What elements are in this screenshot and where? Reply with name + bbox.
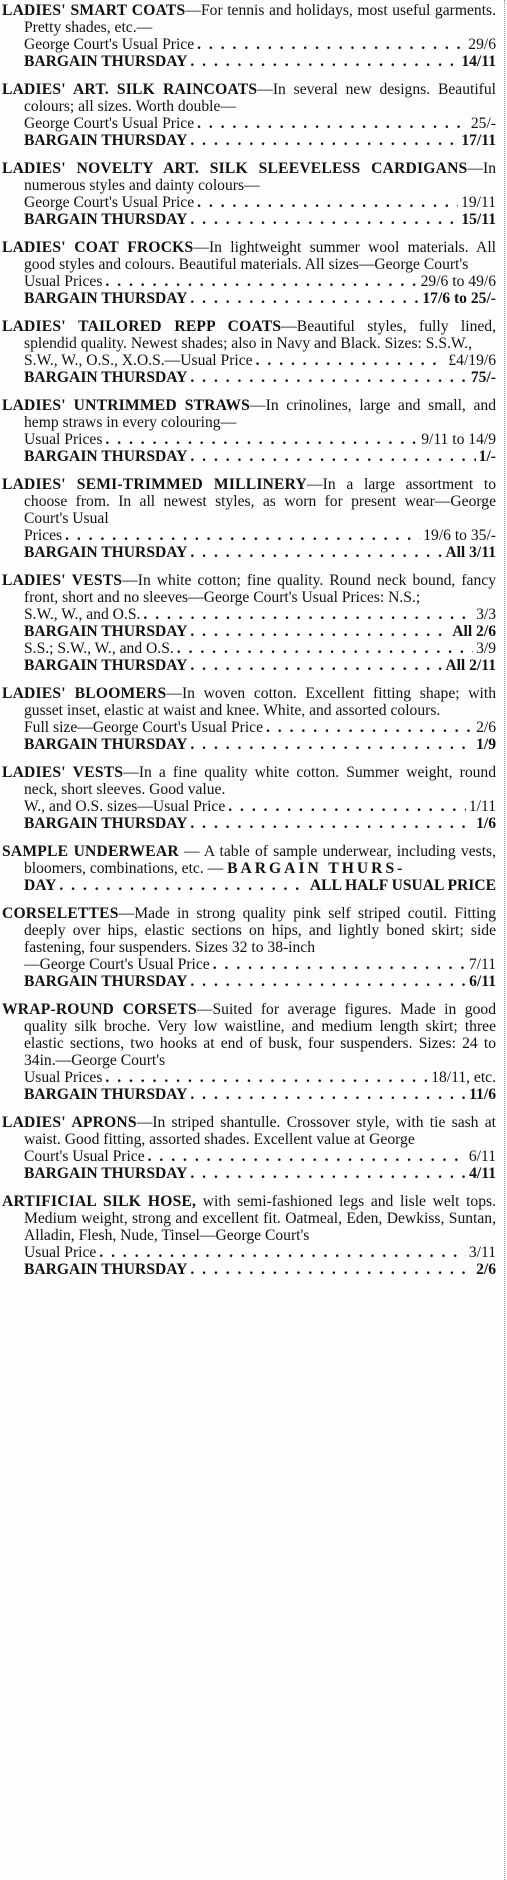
entry-heading: LADIES' SMART COATS bbox=[2, 2, 186, 19]
advert-entry bbox=[2, 572, 500, 674]
bargain-price-line bbox=[2, 973, 496, 990]
entry-description bbox=[2, 1114, 496, 1148]
price-line bbox=[2, 194, 496, 211]
price-label: George Court's Usual Price bbox=[24, 194, 195, 211]
advert-entry bbox=[2, 2, 500, 70]
dot-leader bbox=[190, 369, 468, 386]
price-value: 15/11 bbox=[461, 211, 496, 228]
entry-heading: CORSELETTES bbox=[2, 905, 119, 922]
entry-description bbox=[2, 239, 496, 273]
bargain-price-line bbox=[2, 544, 496, 561]
price-label: Usual Prices bbox=[24, 1069, 103, 1086]
entry-description bbox=[2, 397, 496, 431]
bargain-price-line bbox=[2, 877, 496, 894]
entry-text: —Suited for average figures. Made in good quality silk broche. Very low waistline, and medium length skirt; three elastic sections, two hooks at end of busk, four suspenders. Sizes: 24 to 34in.—George Court's bbox=[24, 1001, 496, 1069]
price-label: S.W., W., O.S., X.O.S.—Usual Price bbox=[24, 352, 253, 369]
bargain-price-line bbox=[2, 623, 496, 640]
entry-text: —For tennis and holidays, most useful garments. Pretty shades, etc.— bbox=[24, 2, 496, 36]
price-value: All 2/11 bbox=[445, 657, 496, 674]
entry-heading: LADIES' BLOOMERS bbox=[2, 685, 167, 702]
dot-leader bbox=[190, 736, 473, 753]
entry-description bbox=[2, 1001, 496, 1069]
entry-text: —In lightweight summer wool materials. All good styles and colours. Beautiful materials. All sizes—George Court's bbox=[24, 239, 496, 273]
bargain-price-line bbox=[2, 736, 496, 753]
price-label: Prices bbox=[24, 527, 63, 544]
dot-leader bbox=[190, 815, 473, 832]
entry-description bbox=[2, 318, 496, 352]
price-line bbox=[2, 431, 496, 448]
dot-leader bbox=[190, 623, 449, 640]
dot-leader bbox=[190, 53, 458, 70]
price-line bbox=[2, 719, 496, 736]
advert-entry bbox=[2, 1193, 500, 1278]
column-rule bbox=[504, 0, 505, 1880]
advert-entry bbox=[2, 843, 500, 894]
price-value: 3/9 bbox=[476, 640, 496, 657]
price-label: Usual Prices bbox=[24, 273, 103, 290]
price-value: 75/- bbox=[470, 369, 496, 386]
dot-leader bbox=[190, 448, 475, 465]
dot-leader bbox=[228, 798, 466, 815]
price-line bbox=[2, 956, 496, 973]
advert-entry bbox=[2, 160, 500, 228]
price-value: 14/11 bbox=[461, 53, 496, 70]
dot-leader bbox=[143, 606, 473, 623]
entry-description bbox=[2, 572, 496, 606]
entry-heading: LADIES' ART. SILK RAINCOATS bbox=[2, 81, 258, 98]
price-label: BARGAIN THURSDAY bbox=[24, 132, 188, 149]
dot-leader bbox=[190, 657, 442, 674]
price-value: 6/11 bbox=[469, 973, 496, 990]
price-label: BARGAIN THURSDAY bbox=[24, 973, 188, 990]
price-label: Court's Usual Price bbox=[24, 1148, 145, 1165]
price-line bbox=[2, 527, 496, 544]
price-value: 17/6 to 25/- bbox=[422, 290, 496, 307]
entry-heading: LADIES' APRONS bbox=[2, 1114, 137, 1131]
price-value: ALL HALF USUAL PRICE bbox=[309, 877, 496, 894]
price-label: BARGAIN THURSDAY bbox=[24, 657, 188, 674]
entry-heading: LADIES' SEMI-TRIMMED MILLINERY bbox=[2, 476, 308, 493]
dot-leader bbox=[177, 640, 473, 657]
price-label: S.S.; S.W., W., and O.S. bbox=[24, 640, 174, 657]
price-label: BARGAIN THURSDAY bbox=[24, 815, 188, 832]
entry-description bbox=[2, 160, 496, 194]
entry-description bbox=[2, 685, 496, 719]
price-label: BARGAIN THURSDAY bbox=[24, 211, 188, 228]
bargain-price-line bbox=[2, 369, 496, 386]
advert-entry bbox=[2, 476, 500, 561]
entry-heading: LADIES' UNTRIMMED STRAWS bbox=[2, 397, 251, 414]
bargain-price-line bbox=[2, 448, 496, 465]
advert-entry bbox=[2, 1001, 500, 1103]
bargain-price-line bbox=[2, 657, 496, 674]
dot-leader bbox=[190, 973, 466, 990]
advert-entry bbox=[2, 1114, 500, 1182]
bargain-price-line bbox=[2, 290, 496, 307]
price-line bbox=[2, 1148, 496, 1165]
entry-heading: ARTIFICIAL SILK HOSE, bbox=[2, 1193, 197, 1210]
price-line bbox=[2, 352, 496, 369]
dot-leader bbox=[190, 290, 419, 307]
price-value: 25/- bbox=[470, 115, 496, 132]
bargain-price-line bbox=[2, 53, 496, 70]
price-label: DAY bbox=[24, 877, 57, 894]
price-value: 6/11 bbox=[468, 1148, 496, 1165]
dot-leader bbox=[197, 36, 465, 53]
advert-entry bbox=[2, 764, 500, 832]
price-label: BARGAIN THURSDAY bbox=[24, 1261, 188, 1278]
price-value: 18/11, etc. bbox=[431, 1069, 496, 1086]
entry-description bbox=[2, 905, 496, 956]
dot-leader bbox=[65, 527, 420, 544]
entry-text: —In a fine quality white cotton. Summer weight, round neck, short sleeves. Good value. bbox=[24, 764, 497, 798]
price-label: W., and O.S. sizes—Usual Price bbox=[24, 798, 226, 815]
advert-entry bbox=[2, 685, 500, 753]
entry-heading: LADIES' TAILORED REPP COATS bbox=[2, 318, 282, 335]
price-value: All 2/6 bbox=[452, 623, 496, 640]
bargain-price-line bbox=[2, 815, 496, 832]
price-value: 4/11 bbox=[469, 1165, 496, 1182]
price-line bbox=[2, 273, 496, 290]
price-value: 1/- bbox=[478, 448, 496, 465]
price-value: 1/6 bbox=[476, 815, 496, 832]
bargain-price-line bbox=[2, 1261, 496, 1278]
entry-text: —Beautiful styles, fully lined, splendid quality. Newest shades; also in Navy and Black. Sizes: S.S.W., bbox=[24, 318, 496, 352]
entry-description bbox=[2, 843, 496, 877]
dot-leader bbox=[190, 211, 458, 228]
entry-text: —In several new designs. Beautiful colours; all sizes. Worth double— bbox=[24, 81, 496, 115]
bargain-price-line bbox=[2, 1086, 496, 1103]
entry-text: —Made in strong quality pink self striped coutil. Fitting deeply over hips, elastic sections on hips, and lightly boned skirt; side fastening, four suspenders. Sizes 32 to 38-inch bbox=[24, 905, 496, 956]
price-line bbox=[2, 36, 496, 53]
entry-text: with semi-fashioned legs and lisle welt tops. Medium weight, strong and excellent fit. Oatmeal, Eden, Dewkiss, Suntan, Alladin, Flesh, Nude, Tinsel—George Court's bbox=[24, 1193, 496, 1244]
dot-leader bbox=[105, 273, 417, 290]
price-label: BARGAIN THURSDAY bbox=[24, 1165, 188, 1182]
entry-description bbox=[2, 81, 496, 115]
advert-entry bbox=[2, 397, 500, 465]
entry-text: —In numerous styles and dainty colours— bbox=[24, 160, 496, 194]
bargain-price-line bbox=[2, 1165, 496, 1182]
price-label: BARGAIN THURSDAY bbox=[24, 1086, 188, 1103]
entry-text: —In white cotton; fine quality. Round neck bound, fancy front, short and no sleeves—George Court's Usual Prices: N.S.; bbox=[24, 572, 496, 606]
price-label: BARGAIN THURSDAY bbox=[24, 736, 188, 753]
advert-entry bbox=[2, 81, 500, 149]
dot-leader bbox=[190, 1261, 473, 1278]
price-line bbox=[2, 798, 496, 815]
price-value: 3/3 bbox=[476, 606, 496, 623]
advert-entry bbox=[2, 318, 500, 386]
entry-text: —In a large assortment to choose from. In all newest styles, as worn for present wear—George Court's Usual bbox=[24, 476, 497, 527]
dot-leader bbox=[105, 1069, 428, 1086]
price-value: 2/6 bbox=[476, 1261, 496, 1278]
entry-heading: LADIES' COAT FROCKS bbox=[2, 239, 194, 256]
dot-leader bbox=[197, 194, 458, 211]
dot-leader bbox=[148, 1148, 466, 1165]
price-label: BARGAIN THURSDAY bbox=[24, 369, 188, 386]
entry-heading: LADIES' NOVELTY ART. SILK SLEEVELESS CARDIGANS bbox=[2, 160, 468, 177]
entry-description bbox=[2, 476, 496, 527]
dot-leader bbox=[99, 1244, 466, 1261]
price-value: 19/11 bbox=[461, 194, 496, 211]
price-label: BARGAIN THURSDAY bbox=[24, 544, 188, 561]
entry-description bbox=[2, 2, 496, 36]
price-value: 7/11 bbox=[468, 956, 496, 973]
price-label: BARGAIN THURSDAY bbox=[24, 290, 188, 307]
price-value: 3/11 bbox=[468, 1244, 496, 1261]
price-label: George Court's Usual Price bbox=[24, 115, 195, 132]
entry-heading: SAMPLE UNDERWEAR bbox=[2, 843, 179, 860]
bargain-price-line bbox=[2, 132, 496, 149]
price-value: 9/11 to 14/9 bbox=[421, 431, 496, 448]
entry-text: —In woven cotton. Excellent fitting shape; with gusset inset, elastic at waist and knee. White, and assorted colours. bbox=[24, 685, 496, 719]
price-value: 29/6 to 49/6 bbox=[420, 273, 496, 290]
entry-heading: LADIES' VESTS bbox=[2, 572, 123, 589]
dot-leader bbox=[190, 132, 458, 149]
entry-text: —In crinolines, large and small, and hemp straws in every colouring— bbox=[24, 397, 497, 431]
price-value: 11/6 bbox=[469, 1086, 496, 1103]
entry-description bbox=[2, 1193, 496, 1244]
entry-text: —In striped shantulle. Crossover style, with tie sash at waist. Good fitting, assorted shades. Excellent value at George bbox=[24, 1114, 496, 1148]
price-label: BARGAIN THURSDAY bbox=[24, 623, 188, 640]
entry-spaced-text: BARGAIN THURS- bbox=[227, 860, 406, 877]
price-value: 19/6 to 35/- bbox=[423, 527, 496, 544]
price-label: Usual Price bbox=[24, 1244, 97, 1261]
advert-entry bbox=[2, 239, 500, 307]
dot-leader bbox=[59, 877, 306, 894]
entry-heading: WRAP-ROUND CORSETS bbox=[2, 1001, 197, 1018]
dot-leader bbox=[190, 1086, 466, 1103]
bargain-price-line bbox=[2, 211, 496, 228]
dot-leader bbox=[105, 431, 418, 448]
price-label: BARGAIN THURSDAY bbox=[24, 53, 188, 70]
price-label: Full size—George Court's Usual Price bbox=[24, 719, 263, 736]
price-value: 17/11 bbox=[461, 132, 496, 149]
dot-leader bbox=[266, 719, 473, 736]
price-value: £4/19/6 bbox=[448, 352, 496, 369]
dot-leader bbox=[190, 1165, 466, 1182]
price-line bbox=[2, 606, 496, 623]
price-line bbox=[2, 640, 496, 657]
entry-text: — A table of sample underwear, including vests, bloomers, combinations, etc. — bbox=[24, 843, 496, 877]
price-value: All 3/11 bbox=[445, 544, 496, 561]
price-line bbox=[2, 115, 496, 132]
entry-heading: LADIES' VESTS bbox=[2, 764, 124, 781]
price-label: BARGAIN THURSDAY bbox=[24, 448, 188, 465]
dot-leader bbox=[197, 115, 468, 132]
price-value: 1/11 bbox=[468, 798, 496, 815]
price-value: 2/6 bbox=[476, 719, 496, 736]
dot-leader bbox=[213, 956, 466, 973]
price-value: 29/6 bbox=[468, 36, 496, 53]
dot-leader bbox=[190, 544, 442, 561]
price-label: Usual Prices bbox=[24, 431, 103, 448]
advert-entry bbox=[2, 905, 500, 990]
dot-leader bbox=[256, 352, 446, 369]
price-label: S.W., W., and O.S. bbox=[24, 606, 141, 623]
price-line bbox=[2, 1069, 496, 1086]
price-line bbox=[2, 1244, 496, 1261]
price-value: 1/9 bbox=[476, 736, 496, 753]
entry-description bbox=[2, 764, 496, 798]
price-label: —George Court's Usual Price bbox=[24, 956, 210, 973]
price-label: George Court's Usual Price bbox=[24, 36, 195, 53]
